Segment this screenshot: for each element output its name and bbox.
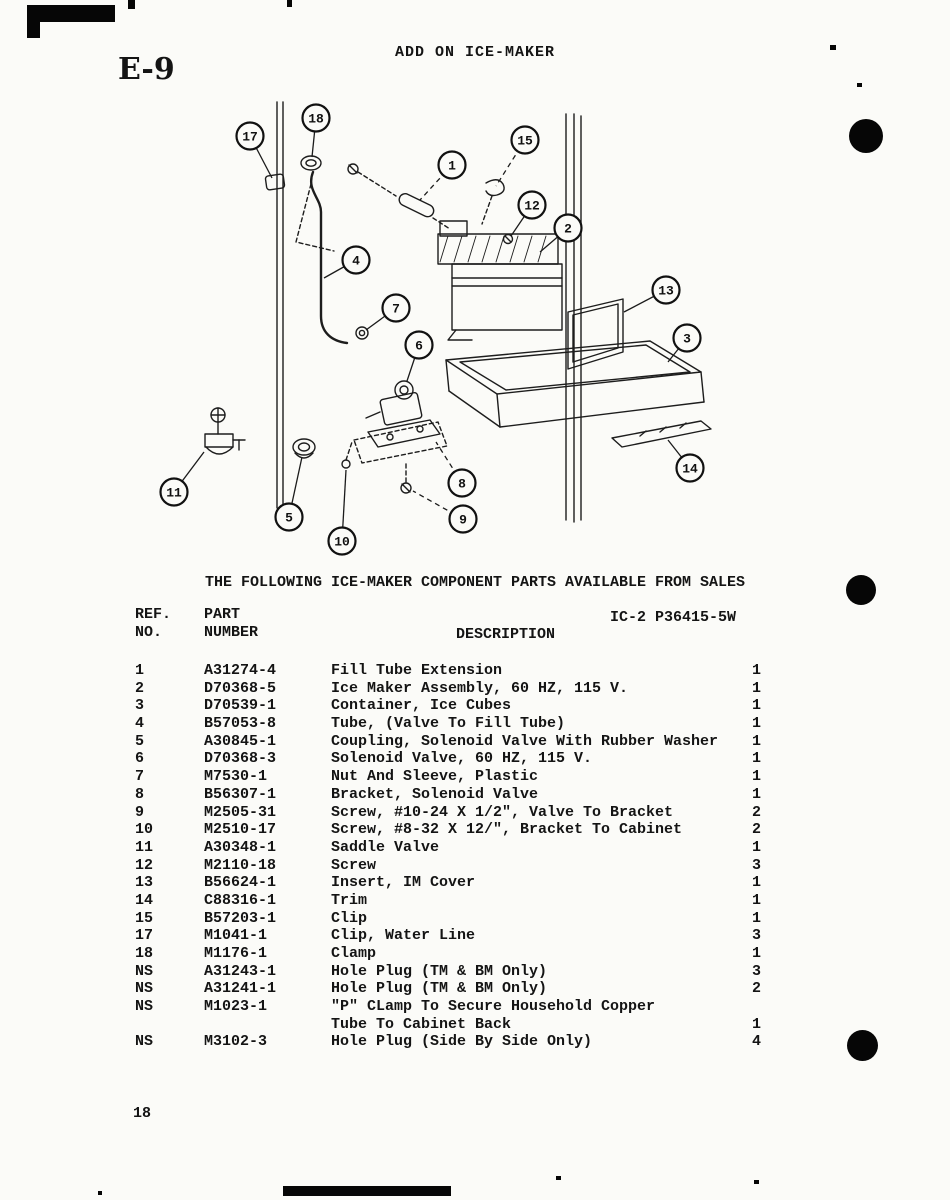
table-row [0, 857, 950, 875]
cell-part-number: C88316-1 [204, 891, 277, 909]
cell-ref: NS [135, 1033, 154, 1051]
callout-balloons [161, 105, 704, 555]
cell-part-number: A31274-4 [204, 662, 277, 679]
cell-part-number: M2110-18 [204, 856, 277, 874]
cell-ref: 2 [135, 679, 145, 697]
cell-description: Trim [331, 891, 368, 909]
svg-text:5: 5 [285, 510, 293, 526]
table-row [0, 715, 950, 733]
cell-ref: 5 [135, 732, 145, 750]
table-row [0, 697, 950, 715]
cell-quantity: 1 [752, 750, 762, 768]
cell-quantity: 1 [752, 945, 762, 962]
table-row [0, 680, 950, 698]
callout-balloon-8 [449, 470, 476, 497]
table-row [0, 821, 950, 839]
cell-description: Bracket, Solenoid Valve [331, 785, 539, 803]
table-row [0, 998, 950, 1016]
cell-description: Fill Tube Extension [331, 662, 503, 679]
table-row [0, 662, 950, 680]
table-row [0, 892, 950, 910]
table-row [0, 874, 950, 892]
cell-quantity: 1 [752, 715, 762, 733]
cell-ref: 6 [135, 750, 145, 768]
callout-balloon-15 [512, 127, 539, 154]
cell-ref: 4 [135, 715, 145, 733]
cell-quantity: 4 [752, 1033, 762, 1051]
svg-text:15: 15 [517, 133, 533, 149]
svg-text:11: 11 [166, 485, 182, 501]
cell-quantity: 1 [752, 697, 762, 715]
cell-ref: NS [135, 962, 154, 980]
cell-description: Solenoid Valve, 60 HZ, 115 V. [331, 750, 593, 768]
svg-text:2: 2 [564, 221, 572, 237]
table-row [0, 980, 950, 998]
cell-ref: 12 [135, 856, 154, 874]
svg-text:6: 6 [415, 338, 423, 354]
cell-part-number: B57053-8 [204, 715, 277, 733]
cell-quantity: 2 [752, 980, 762, 998]
cell-ref: 15 [135, 909, 154, 927]
cell-part-number: M2505-31 [204, 803, 277, 821]
cell-ref: 7 [135, 768, 145, 786]
cell-part-number: A30348-1 [204, 838, 277, 856]
svg-text:7: 7 [392, 301, 400, 317]
cell-ref: 11 [135, 838, 154, 856]
callout-balloon-1 [439, 152, 466, 179]
callout-balloon-9 [450, 506, 477, 533]
cell-quantity: 1 [752, 838, 762, 856]
svg-text:9: 9 [459, 512, 467, 528]
svg-text:17: 17 [242, 129, 258, 145]
cell-part-number: M1176-1 [204, 945, 268, 962]
col-header-no: NO. [135, 624, 163, 641]
svg-text:3: 3 [683, 331, 691, 347]
svg-text:8: 8 [458, 476, 466, 492]
cell-quantity: 1 [752, 891, 762, 909]
cell-ref: NS [135, 980, 154, 998]
cell-part-number: M1041-1 [204, 927, 268, 945]
callout-balloon-5 [276, 504, 303, 531]
callout-leader-lines [174, 118, 690, 541]
cell-quantity: 1 [752, 768, 762, 786]
svg-text:10: 10 [334, 534, 350, 550]
cell-part-number: M3102-3 [204, 1033, 268, 1051]
svg-text:12: 12 [524, 198, 540, 214]
cell-part-number: A31243-1 [204, 962, 277, 980]
cell-quantity: 3 [752, 927, 762, 945]
model-code: IC-2 P36415-5W [610, 609, 737, 626]
col-header-description: DESCRIPTION [456, 626, 556, 643]
callout-balloon-2 [555, 215, 582, 242]
svg-text:13: 13 [658, 283, 674, 299]
table-row [0, 750, 950, 768]
doc-title: ADD ON ICE-MAKER [394, 44, 556, 61]
cell-part-number: M7530-1 [204, 768, 268, 786]
callout-balloon-7 [383, 295, 410, 322]
cell-ref: 10 [135, 821, 154, 839]
callout-balloon-18 [303, 105, 330, 132]
table-row [0, 945, 950, 963]
callout-balloon-4 [343, 247, 370, 274]
cell-part-number: D70368-3 [204, 750, 277, 768]
cell-quantity: 1 [752, 679, 762, 697]
cell-description: Screw [331, 856, 377, 874]
cell-part-number: B56307-1 [204, 785, 277, 803]
col-header-part: PART [204, 606, 241, 623]
cell-description: Hole Plug (TM & BM Only) [331, 980, 548, 998]
cell-description: Clamp [331, 945, 377, 962]
cell-part-number: B56624-1 [204, 874, 277, 892]
table-row [0, 768, 950, 786]
table-row [0, 927, 950, 945]
cell-ref: 3 [135, 697, 145, 715]
cell-quantity: 3 [752, 962, 762, 980]
cell-description: Nut And Sleeve, Plastic [331, 768, 539, 786]
callout-balloon-12 [519, 192, 546, 219]
cell-quantity: 2 [752, 803, 762, 821]
cell-description: Coupling, Solenoid Valve With Rubber Washer [331, 732, 719, 750]
col-header-number: NUMBER [204, 624, 259, 641]
svg-text:18: 18 [308, 111, 324, 127]
table-row [0, 910, 950, 928]
callout-balloon-14 [677, 455, 704, 482]
callout-balloon-3 [674, 325, 701, 352]
callout-balloon-10 [329, 528, 356, 555]
cell-quantity: 1 [752, 1015, 762, 1033]
cell-description: Ice Maker Assembly, 60 HZ, 115 V. [331, 679, 629, 697]
col-header-ref: REF. [135, 606, 172, 623]
cell-quantity: 1 [752, 874, 762, 892]
cell-ref: 9 [135, 803, 145, 821]
table-row [0, 804, 950, 822]
cell-description: Tube, (Valve To Fill Tube) [331, 715, 566, 733]
table-row [0, 1016, 950, 1034]
cell-ref: 8 [135, 785, 145, 803]
table-row [0, 733, 950, 751]
cell-part-number: D70368-5 [204, 679, 277, 697]
svg-text:14: 14 [682, 461, 698, 477]
cell-part-number: A30845-1 [204, 732, 277, 750]
sales-note: THE FOLLOWING ICE-MAKER COMPONENT PARTS AVAILABLE FROM SALES [204, 574, 746, 591]
callout-balloon-11 [161, 479, 188, 506]
cell-ref: NS [135, 998, 154, 1016]
svg-text:4: 4 [352, 253, 360, 269]
cell-quantity: 2 [752, 821, 762, 839]
callout-balloon-6 [406, 332, 433, 359]
cell-quantity: 1 [752, 732, 762, 750]
cell-description: Screw, #10-24 X 1/2", Valve To Bracket [331, 803, 674, 821]
svg-text:1: 1 [448, 158, 456, 174]
table-row [0, 839, 950, 857]
callout-balloon-17 [237, 123, 264, 150]
cell-ref: 18 [135, 945, 154, 962]
cell-part-number: M2510-17 [204, 821, 277, 839]
cell-part-number: D70539-1 [204, 697, 277, 715]
cell-ref: 13 [135, 874, 154, 892]
table-row [0, 963, 950, 981]
cell-description: Tube To Cabinet Back [331, 1015, 512, 1033]
cell-description: "P" CLamp To Secure Household Copper [331, 998, 656, 1016]
section-label: E-9 [118, 52, 175, 87]
cell-ref: 1 [135, 662, 145, 679]
cell-description: Hole Plug (TM & BM Only) [331, 962, 548, 980]
cell-ref: 14 [135, 891, 154, 909]
cell-description: Saddle Valve [331, 838, 440, 856]
cell-quantity: 1 [752, 909, 762, 927]
cell-part-number: B57203-1 [204, 909, 277, 927]
table-row [0, 1033, 950, 1051]
cell-description: Container, Ice Cubes [331, 697, 512, 715]
cell-description: Hole Plug (Side By Side Only) [331, 1033, 593, 1051]
cell-part-number: A31241-1 [204, 980, 277, 998]
cell-ref: 17 [135, 927, 154, 945]
cell-part-number: M1023-1 [204, 998, 268, 1016]
cell-quantity: 1 [752, 662, 762, 679]
parts-table-rows [0, 662, 950, 1051]
cell-description: Clip, Water Line [331, 927, 476, 945]
cell-description: Insert, IM Cover [331, 874, 476, 892]
cell-quantity: 1 [752, 785, 762, 803]
cell-description: Screw, #8-32 X 12/", Bracket To Cabinet [331, 821, 683, 839]
cell-description: Clip [331, 909, 368, 927]
page-number: 18 [133, 1105, 152, 1122]
cell-quantity: 3 [752, 856, 762, 874]
callout-balloon-13 [653, 277, 680, 304]
table-row [0, 786, 950, 804]
